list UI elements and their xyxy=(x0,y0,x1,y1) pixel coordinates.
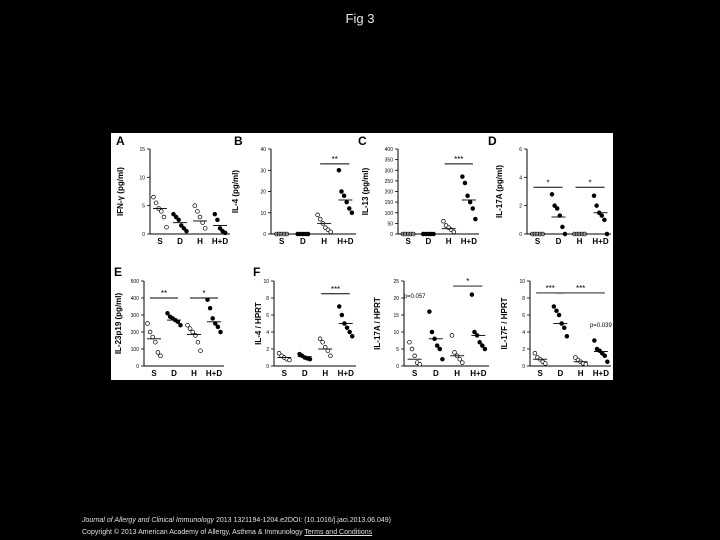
panel-f3-point-hplusd xyxy=(592,339,596,343)
panel-e-ytick-label: 300 xyxy=(130,313,139,319)
citation-line xyxy=(82,515,702,527)
panel-d-ytick-label: 2 xyxy=(519,203,522,210)
panel-a-point-s xyxy=(162,215,166,219)
panel-b-point-hplusd xyxy=(342,194,346,198)
panel-b-category-label: H+D xyxy=(337,237,354,246)
panel-b-ytick-label: 40 xyxy=(260,147,266,153)
panel-e-point-h xyxy=(191,330,195,334)
panel-c-ytick-label: 0 xyxy=(390,232,393,238)
panel-c-point-h xyxy=(452,230,456,234)
panel-letter-C: C xyxy=(358,134,367,148)
panel-e-category-label: H xyxy=(191,369,197,378)
panel-a-ytick-label: 5 xyxy=(142,203,145,210)
panel-d-ytick-label: 6 xyxy=(519,147,522,153)
panel-letter-A: A xyxy=(116,134,125,148)
panel-d-point-hplusd xyxy=(592,194,596,198)
panel-a-point-d xyxy=(177,218,181,222)
panel-e-point-h xyxy=(188,327,192,331)
panel-c-ytick-label: 250 xyxy=(384,178,393,185)
panel-b-point-hplusd xyxy=(347,207,351,211)
panel-f1-point-hplusd xyxy=(337,305,341,309)
panel-d-point-hplusd xyxy=(605,232,609,236)
panel-f2-point-h xyxy=(458,357,462,361)
panel-f2-ylabel: IL-17A / HPRT xyxy=(373,297,382,350)
panel-e-point-h xyxy=(193,334,197,338)
panel-d-category-label: S xyxy=(534,237,541,246)
panel-f3-ytick-label: 0 xyxy=(522,364,525,370)
panel-f2-ytick-label: 20 xyxy=(393,296,399,302)
panel-f1-ytick-label: 6 xyxy=(266,313,269,319)
panel-b-point-hplusd xyxy=(345,200,349,204)
panel-e-point-hplusd xyxy=(208,306,212,310)
panel-f3-ytick-label: 2 xyxy=(522,347,525,353)
panel-d-point-d xyxy=(550,192,554,196)
panel-f1-point-h xyxy=(318,337,322,341)
panel-e-point-s xyxy=(153,340,157,344)
panel-f2-category-label: H+D xyxy=(470,369,487,378)
panel-f1-point-h xyxy=(321,340,325,344)
panel-c-ylabel: IL-13 (pg/ml) xyxy=(361,167,370,216)
panel-f2-point-hplusd xyxy=(478,340,482,344)
panel-e-category-label: D xyxy=(171,369,177,378)
panel-b-point-hplusd xyxy=(340,190,344,194)
panel-f1-category-label: S xyxy=(281,369,287,378)
terms-link[interactable]: Terms and Conditions xyxy=(304,529,373,536)
panel-c-point-hplusd xyxy=(463,181,467,185)
panel-b-point-hplusd xyxy=(337,168,341,172)
panel-a-point-s xyxy=(154,201,158,205)
panel-a-point-h xyxy=(203,226,207,230)
panel-d-ylabel: IL-17A (pg/ml) xyxy=(495,164,504,219)
panel-f3-point-s xyxy=(543,362,547,366)
panel-e-ytick-label: 0 xyxy=(136,364,139,370)
panel-e-point-s xyxy=(148,330,152,334)
panel-b-ylabel: IL-4 (pg/ml) xyxy=(231,169,240,214)
panel-f3-ytick-label: 4 xyxy=(522,330,525,336)
panel-a-point-s xyxy=(152,195,156,199)
panel-f2-point-hplusd xyxy=(480,344,484,348)
panel-f2-point-h xyxy=(453,351,457,355)
panel-e-point-s xyxy=(156,351,160,355)
panel-f1-ytick-label: 0 xyxy=(266,364,269,370)
panel-c-point-h xyxy=(442,219,446,223)
panel-f1-point-hplusd xyxy=(348,330,352,334)
panel-f3-category-label: D xyxy=(557,369,564,378)
panel-b-category-label: D xyxy=(299,237,306,246)
panel-a-category-label: S xyxy=(157,237,163,246)
panel-f3-point-d xyxy=(557,313,561,317)
panel-f3-significance-label: *** xyxy=(575,283,586,293)
panel-f2-ytick-label: 0 xyxy=(396,364,399,370)
panel-f2-category-label: H xyxy=(454,369,461,378)
panel-b-ytick-label: 10 xyxy=(260,210,266,217)
panel-d-point-hplusd xyxy=(603,218,607,222)
panel-e-ytick-label: 500 xyxy=(130,279,139,285)
panel-f3-ytick-label: 6 xyxy=(522,313,525,319)
panel-d-point-hplusd xyxy=(595,204,599,208)
panel-e-category-label: S xyxy=(151,369,157,378)
panel-d-category-label: H+D xyxy=(592,237,609,246)
panel-e-significance-label: * xyxy=(202,289,206,298)
panel-f2-point-d xyxy=(438,347,442,351)
panel-d-point-d xyxy=(555,207,559,211)
copyright-line xyxy=(82,527,702,539)
panel-f2-annotation: p=0.057 xyxy=(403,294,426,300)
panel-f3-category-label: H+D xyxy=(592,369,609,378)
panel-f2-ytick-label: 10 xyxy=(393,330,399,336)
panel-f2-point-s xyxy=(408,340,412,344)
panel-e-point-s xyxy=(146,322,150,326)
panel-b-category-label: H xyxy=(321,237,328,246)
panel-f2-point-hplusd xyxy=(473,330,477,334)
panel-f2-point-s xyxy=(410,347,414,351)
panel-f3-point-d xyxy=(552,305,556,309)
panel-f3-annotation: p=0.039 xyxy=(589,322,612,329)
panel-f2-ytick-label: 5 xyxy=(396,347,399,353)
panel-f3-category-label: H xyxy=(577,369,584,378)
panel-f2-category-label: S xyxy=(411,369,418,378)
panel-f1-ytick-label: 2 xyxy=(266,347,269,353)
panel-a-point-h xyxy=(198,215,202,219)
panel-f2-point-d xyxy=(430,330,434,334)
panel-c-category-label: S xyxy=(405,237,411,246)
panel-a-point-hplusd xyxy=(223,231,227,235)
panel-a-ylabel: IFN-γ (pg/ml) xyxy=(116,167,125,216)
panel-e-ylabel: IL-23p19 (pg/ml) xyxy=(114,292,123,355)
panel-f2-point-s xyxy=(418,362,422,366)
panel-c-point-hplusd xyxy=(466,194,470,198)
panel-d-category-label: H xyxy=(576,237,583,246)
panel-f1-point-hplusd xyxy=(345,326,349,330)
panel-d-ytick-label: 0 xyxy=(519,232,522,238)
panel-f1-point-hplusd xyxy=(350,334,354,338)
panel-d-point-d xyxy=(561,225,565,229)
panel-c-point-hplusd xyxy=(471,207,475,211)
panel-b-point-hplusd xyxy=(350,211,354,215)
panel-f1-category-label: D xyxy=(301,369,308,378)
panel-a-point-s xyxy=(165,225,169,229)
panel-a-ytick-label: 15 xyxy=(139,147,145,153)
panel-f3-point-d xyxy=(562,326,566,330)
panel-f1-point-h xyxy=(329,354,333,358)
panel-a-ytick-label: 0 xyxy=(142,232,145,238)
panel-letter-E: E xyxy=(114,265,123,279)
panel-d-category-label: D xyxy=(555,237,562,246)
slide-title: Fig 3 xyxy=(345,11,375,26)
panel-f3-category-label: S xyxy=(537,369,543,378)
panel-a-category-label: D xyxy=(177,237,183,246)
panel-f2-point-d xyxy=(440,357,444,361)
panel-c-ytick-label: 350 xyxy=(384,157,393,164)
panel-f3-point-d xyxy=(555,309,559,313)
panel-e-point-d xyxy=(179,323,183,327)
panel-f2-significance-label: * xyxy=(466,277,470,287)
panel-f1-category-label: H xyxy=(322,369,329,378)
panel-f3-significance-label: *** xyxy=(545,283,555,293)
panel-f2-point-h xyxy=(450,334,454,338)
panel-e-point-hplusd xyxy=(211,317,215,321)
panel-d-ytick-label: 4 xyxy=(519,175,522,182)
panel-b-ytick-label: 30 xyxy=(260,168,266,175)
panel-e-point-h xyxy=(196,340,200,344)
panel-f3-point-s xyxy=(533,351,537,355)
panel-d-point-d xyxy=(563,232,567,236)
panel-e-point-h xyxy=(186,323,190,327)
panel-d-significance-label: * xyxy=(546,178,550,188)
panel-f2-point-d xyxy=(427,310,431,314)
panel-c-category-label: D xyxy=(425,237,432,246)
panel-f3-point-d xyxy=(565,334,569,338)
panel-e-significance-label: ** xyxy=(160,289,168,298)
panel-b-category-label: S xyxy=(278,237,285,246)
panel-c-ytick-label: 50 xyxy=(387,221,393,228)
figure-3-panel xyxy=(111,133,613,380)
panel-c-ytick-label: 100 xyxy=(384,210,393,217)
citation-journal: Journal of Allergy and Clinical Immunology xyxy=(82,517,215,524)
panel-c-ytick-label: 200 xyxy=(384,189,393,196)
panel-d-significance-label: * xyxy=(588,178,592,188)
panel-b-ytick-label: 0 xyxy=(263,232,266,238)
panel-e-ytick-label: 100 xyxy=(130,347,139,353)
panel-a-category-label: H xyxy=(197,237,203,246)
panel-e-ytick-label: 400 xyxy=(130,296,139,302)
panel-f3-point-hplusd xyxy=(605,360,609,364)
panel-a-ytick-label: 10 xyxy=(139,175,145,182)
panel-c-category-label: H xyxy=(445,237,452,246)
panel-a-point-s xyxy=(159,209,163,213)
panel-e-point-s xyxy=(159,354,163,358)
panel-f2-point-hplusd xyxy=(470,293,474,297)
panel-f3-ylabel: IL-17F / HPRT xyxy=(500,297,509,350)
panel-e-point-h xyxy=(199,349,203,353)
panel-e-point-d xyxy=(166,311,170,315)
panel-f2-point-h xyxy=(460,361,464,365)
panel-f2-point-hplusd xyxy=(483,347,487,351)
panel-c-ytick-label: 300 xyxy=(384,168,393,175)
panel-f1-category-label: H+D xyxy=(337,369,354,378)
panel-f1-ytick-label: 10 xyxy=(263,279,269,285)
panel-c-significance-label: *** xyxy=(454,154,464,164)
panel-f1-significance-label: *** xyxy=(330,284,341,294)
panel-f3-ytick-label: 10 xyxy=(519,279,525,285)
panel-b-ytick-label: 20 xyxy=(260,189,266,196)
panel-f3-point-hplusd xyxy=(603,354,607,358)
panel-f2-ytick-label: 25 xyxy=(393,279,399,285)
citation-details: 2013 1321194-1204.e2DOI: (10.1016/j.jaci.2013.06.049) xyxy=(214,517,391,524)
panel-b-significance-label: ** xyxy=(331,154,338,164)
copyright-text: Copyright © 2013 American Academy of Allergy, Asthma & Immunology xyxy=(82,529,305,536)
panel-a-point-d xyxy=(185,229,189,233)
panel-a-point-h xyxy=(196,209,200,213)
panel-f1-ytick-label: 4 xyxy=(266,330,269,336)
panel-f2-ytick-label: 15 xyxy=(393,313,399,319)
panel-b-point-h xyxy=(316,213,320,217)
panel-d-point-hplusd xyxy=(600,214,604,218)
panel-f1-ytick-label: 8 xyxy=(266,296,269,302)
panel-f2-category-label: D xyxy=(432,369,439,378)
panel-f1-point-d xyxy=(308,357,312,361)
panel-c-category-label: H+D xyxy=(460,237,477,246)
panel-b-point-h xyxy=(329,230,333,234)
panel-e-point-hplusd xyxy=(216,325,220,329)
panel-f1-ylabel: IL-4 / HPRT xyxy=(254,302,263,345)
panel-c-point-hplusd xyxy=(460,175,464,179)
panel-e-category-label: H+D xyxy=(205,369,223,378)
panel-c-point-hplusd xyxy=(468,200,472,204)
panel-c-ytick-label: 150 xyxy=(384,200,393,207)
panel-a-point-hplusd xyxy=(216,218,220,222)
figure-svg xyxy=(111,133,613,380)
panel-letter-D: D xyxy=(488,134,497,148)
panel-c-ytick-label: 400 xyxy=(384,147,393,153)
panel-b-point-h xyxy=(318,217,322,221)
panel-f3-ytick-label: 8 xyxy=(522,296,525,302)
panel-f2-point-s xyxy=(413,354,417,358)
citation-footer xyxy=(82,515,702,539)
panel-c-point-hplusd xyxy=(473,217,477,221)
panel-letter-B: B xyxy=(234,134,243,148)
panel-a-point-hplusd xyxy=(213,212,217,216)
panel-f3-point-h xyxy=(584,362,588,366)
panel-f1-point-s xyxy=(288,358,292,362)
panel-a-category-label: H+D xyxy=(211,237,229,246)
panel-f1-point-hplusd xyxy=(340,313,344,317)
panel-e-point-hplusd xyxy=(219,330,223,334)
panel-a-point-h xyxy=(193,204,197,208)
panel-letter-F: F xyxy=(253,265,261,279)
panel-e-ytick-label: 200 xyxy=(130,330,139,336)
panel-f2-point-d xyxy=(435,344,439,348)
